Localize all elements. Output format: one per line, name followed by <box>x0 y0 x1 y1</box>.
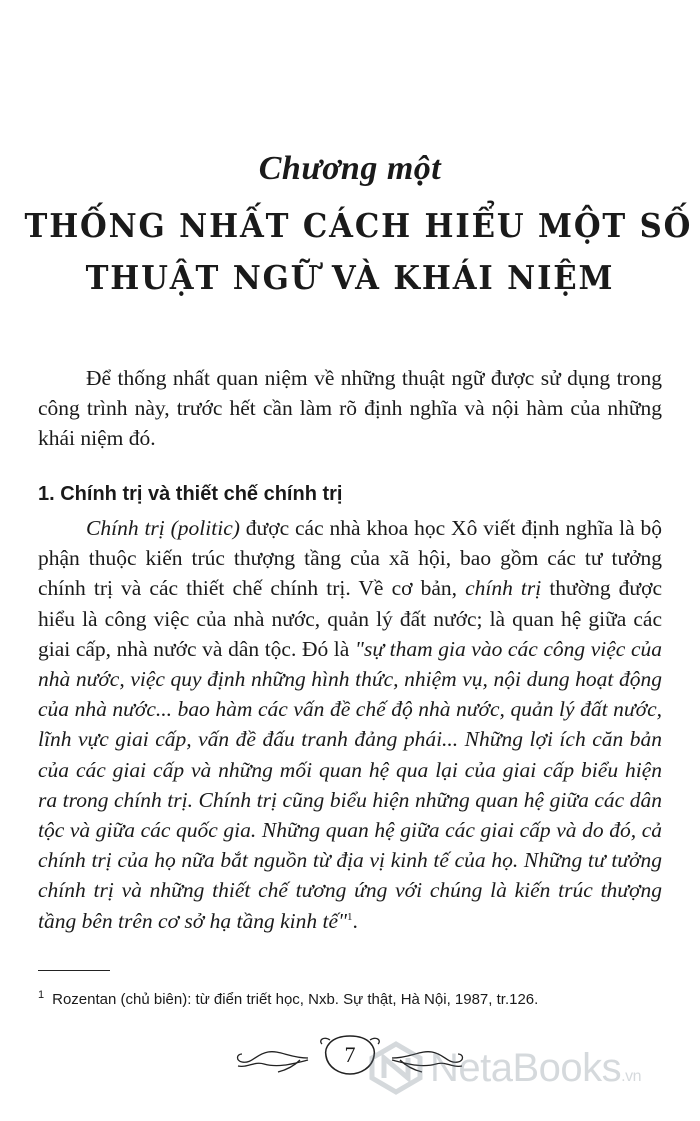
paragraph-text-1: được các nhà khoa học Xô viết định nghĩa là bộ phận thuộc kiến trúc thượng tầng của xã hội, bao gồm các tư tưởng chính trị và các thiết chế chính trị. Về cơ bản, <box>38 516 662 601</box>
chapter-title <box>24 200 693 304</box>
footnote-mark: 1 <box>38 989 45 1001</box>
chapter-label: Chương một <box>258 150 442 187</box>
watermark-brand: NetaBooks <box>430 1045 622 1090</box>
term-politic: Chính trị (politic) <box>86 516 240 540</box>
paragraph-end: . <box>352 908 358 933</box>
section-heading: 1. Chính trị và thiết chế chính trị <box>38 483 343 505</box>
term-chinh-tri: chính trị <box>465 576 542 601</box>
definition-quote: "sự tham gia vào các công việc của nhà nước, việc quy định những hình thức, nhiệm vụ, nội dung hoạt động của nhà nước... bao hàm các vấn đề chế độ nhà nước, quản lý đất nước, lĩnh vực giai cấp, vấn đề đấu tranh đảng phái... Những lợi ích căn bản của các giai cấp và những mối quan hệ qua lại của giai cấp biểu hiện ra trong chính trị. Chính trị cũng biểu hiện những quan hệ giữa các dân tộc và giữa các quốc gia. Những quan hệ giữa các giai cấp và do đó, cả chính trị của họ nữa bắt nguồn từ địa vị kinh tế của họ. Những tư tưởng chính trị và những thiết chế tương ứng với chúng là kiến trúc thượng tầng bên trên cơ sở hạ tầng kinh tế" <box>38 636 662 933</box>
intro-paragraph: Để thống nhất quan niệm về những thuật ngữ được sử dụng trong công trình này, trước hết cần làm rõ định nghĩa và nội hàm của những khái niệm đó. <box>38 366 662 451</box>
footnote-text: Rozentan (chủ biên): từ điển triết học, Nxb. Sự thật, Hà Nội, 1987, tr.126. <box>52 991 539 1008</box>
page-number: 7 <box>344 1042 356 1067</box>
watermark <box>368 1038 688 1098</box>
chapter-title-line-2: THUẬT NGỮ VÀ KHÁI NIỆM <box>85 258 615 297</box>
footnote-divider <box>38 970 110 971</box>
chapter-title-line-1: THỐNG NHẤT CÁCH HIỂU MỘT SỐ <box>24 206 693 245</box>
watermark-text <box>430 1046 641 1091</box>
footnote <box>38 985 678 1010</box>
section-paragraph <box>38 513 662 936</box>
paragraph-text-2: thường được hiểu là công việc của nhà nước, quản lý đất nước; là quan hệ giữa các giai cấp, nhà nước và dân tộc. Đó là <box>38 576 662 661</box>
netabooks-logo-icon <box>368 1040 424 1096</box>
footnote-reference[interactable]: 1 <box>347 910 353 923</box>
watermark-suffix: .vn <box>621 1067 642 1085</box>
